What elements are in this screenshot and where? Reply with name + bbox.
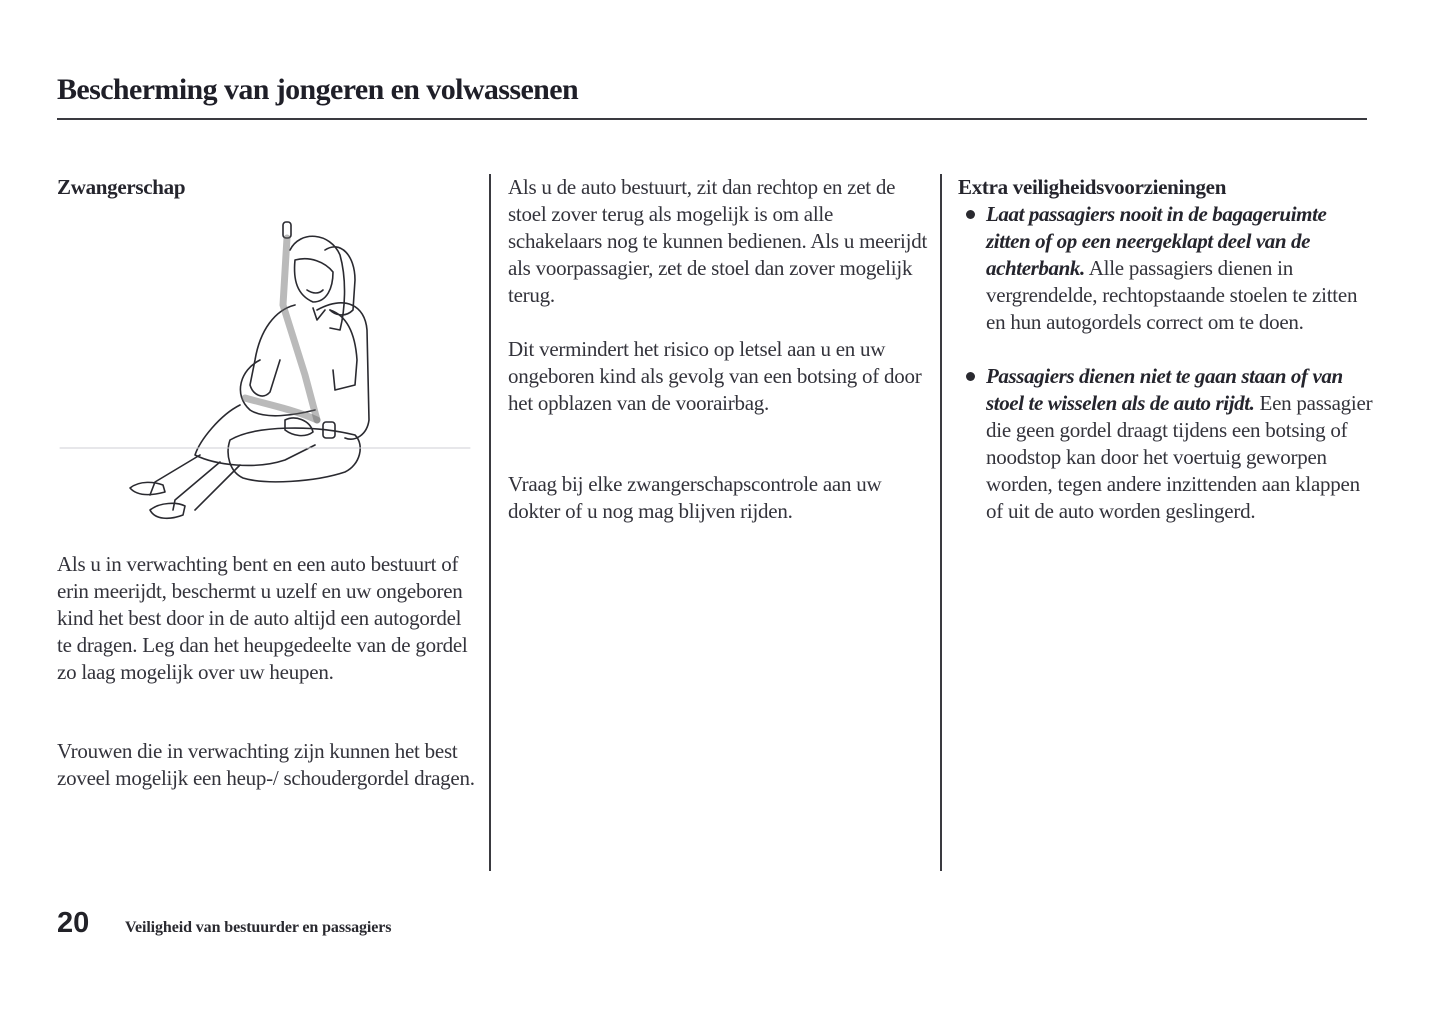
- section-heading-pregnancy: Zwangerschap: [57, 175, 186, 199]
- shoulder-belt: [283, 238, 317, 420]
- face: [295, 259, 333, 302]
- paragraph-ask-doctor: Vraag bij elke zwangerschapscontrole aan uw dokter of u nog mag blijven rijden.: [508, 472, 882, 523]
- hand: [285, 418, 313, 436]
- column-divider: [940, 174, 942, 871]
- shoe-right: [150, 503, 185, 518]
- safety-bullet-list: [958, 201, 1373, 552]
- paragraph-pregnancy-seatbelt: Als u in verwachting bent en een auto bestuurt of erin meerijdt, beschermt u uzelf en uw ongeboren kind het best door in de auto altijd een autogordel te dragen. Leg dan het heupgedeelte van de gordel zo laag mogelijk over uw heupen.: [57, 552, 468, 684]
- bullet-icon: [966, 372, 975, 381]
- section-heading-extra-safety: Extra veiligheidsvoorzieningen: [958, 175, 1227, 199]
- page-title: Bescherming van jongeren en volwassenen: [57, 73, 579, 106]
- bullet-text: Een passagier die geen gordel draagt tijdens een botsing of noodstop kan door het voertuig geworpen worden, tegen andere inzittenden aan klappen of uit de auto worden geslingerd.: [986, 391, 1373, 523]
- paragraph-seat-position: Als u de auto bestuurt, zit dan rechtop en zet de stoel zover terug als mogelijk is om alle schakelaars nog te kunnen bedienen. Als u meerijdt als voorpassagier, zet de stoel dan zover mogelijk terug.: [508, 175, 928, 307]
- column-divider: [489, 174, 491, 871]
- lap-belt: [245, 398, 317, 420]
- bullet-item: [958, 363, 1373, 525]
- seat-back: [317, 303, 369, 439]
- bullet-text: Alle passagiers dienen in vergrendelde, rechtopstaande stoelen te zitten en hun autogordels correct om te doen.: [986, 256, 1358, 334]
- bullet-emphasis: Laat passagiers nooit in de bagageruimte zitten of op een neergeklapt deel van de achterbank.: [986, 202, 1327, 280]
- title-rule: [57, 118, 1367, 120]
- footer-section-label: Veiligheid van bestuurder en passagiers: [125, 919, 392, 936]
- shoe-left: [130, 482, 165, 494]
- page-number: 20: [57, 907, 90, 939]
- hair: [290, 236, 345, 330]
- pregnant-woman-seatbelt-illustration: [55, 210, 475, 530]
- paragraph-lap-shoulder-belt: Vrouwen die in verwachting zijn kunnen het best zoveel mogelijk een heup-/ schoudergordel dragen.: [57, 739, 475, 790]
- bullet-emphasis: Passagiers dienen niet te gaan staan of van stoel te wisselen als de auto rijdt.: [986, 364, 1343, 415]
- paragraph-injury-risk: Dit vermindert het risico op letsel aan u en uw ongeboren kind als gevolg van een botsing of door het opblazen van de voorairbag.: [508, 337, 922, 415]
- bullet-item: [958, 201, 1373, 336]
- bullet-icon: [966, 210, 975, 219]
